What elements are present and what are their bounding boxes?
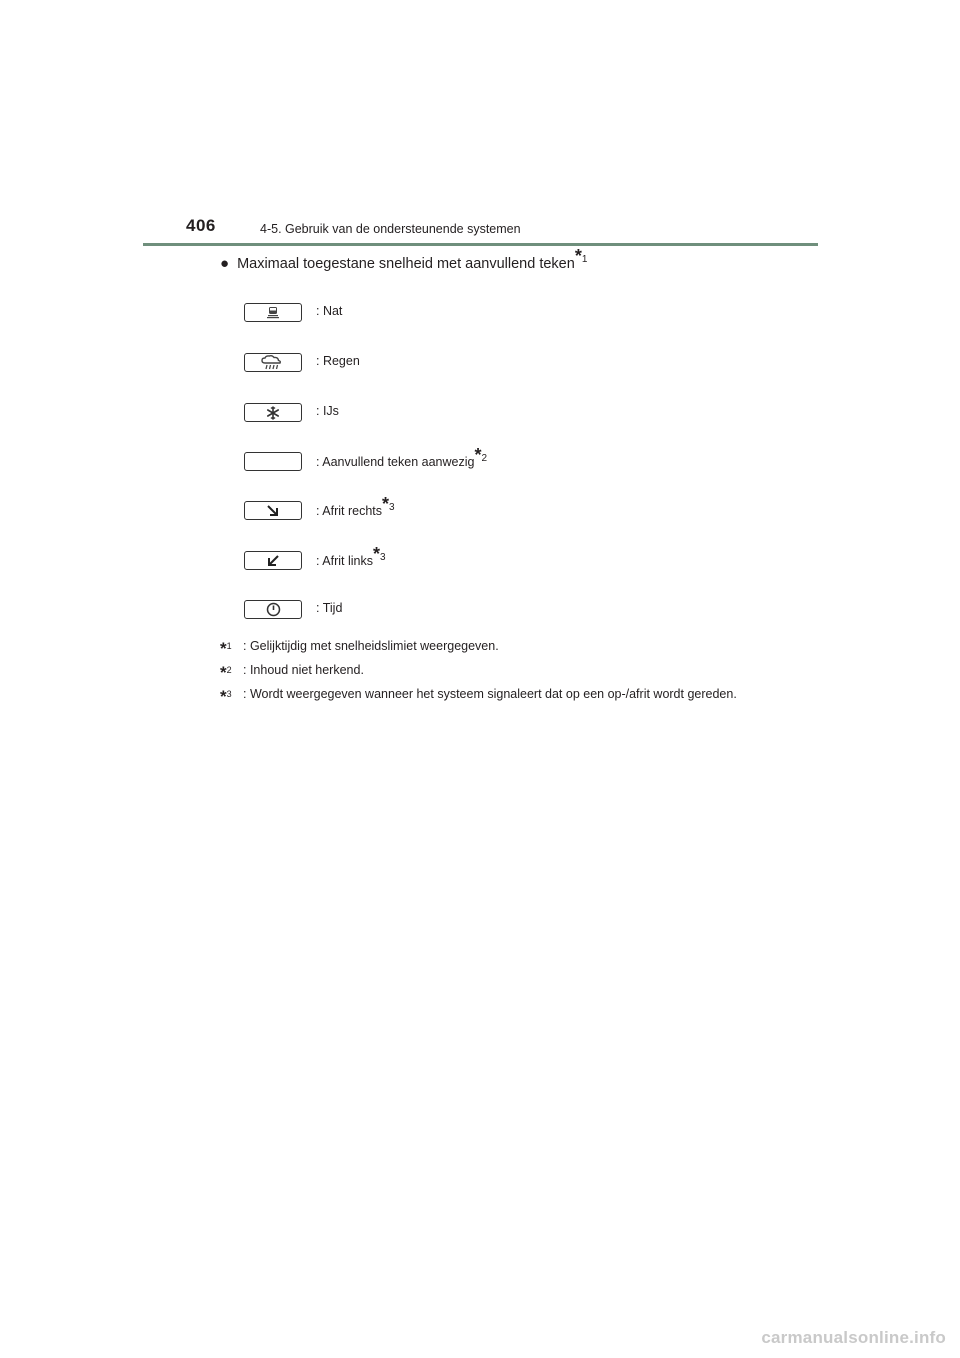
header-divider [143, 243, 818, 246]
bullet-icon: ● [220, 254, 230, 272]
list-item [244, 445, 744, 479]
list-item [244, 350, 744, 380]
heading-footnote-ref: *1 [574, 246, 588, 266]
item-label-ijs: : IJs [316, 404, 339, 418]
blank-sign-icon [244, 452, 302, 471]
page-number: 406 [186, 216, 216, 235]
list-item [244, 400, 744, 430]
list-item [244, 300, 744, 330]
footnote-text: : Wordt weergegeven wanneer het systeem signaleert dat op een op-/afrit wordt gereden. [243, 687, 737, 701]
list-item [244, 544, 744, 578]
wet-road-icon [244, 303, 302, 322]
heading-text: Maximaal toegestane snelheid met aanvullend teken [237, 255, 575, 272]
footnote-1 [220, 638, 746, 659]
item-label-regen: : Regen [316, 354, 360, 368]
clock-icon [244, 600, 302, 619]
item-label-nat: : Nat [316, 304, 343, 318]
footnote-marker: *$^2$ [220, 663, 232, 683]
list-item [244, 494, 744, 528]
footnote-marker: *$^3$ [220, 687, 232, 707]
snowflake-icon [244, 403, 302, 422]
item-label-afrit-rechts: : Afrit rechts$^{*3}$ [316, 494, 395, 519]
item-label-afrit-links: : Afrit links$^{*3}$ [316, 544, 386, 569]
watermark: carmanualsonline.info [761, 1328, 946, 1347]
footnote-text: : Gelijktijdig met snelheidslimiet weergegeven. [243, 639, 499, 653]
list-item [244, 597, 744, 627]
footnote-marker: *$^1$ [220, 639, 232, 659]
footnote-text: : Inhoud niet herkend. [243, 663, 364, 677]
arrow-down-left-icon [244, 551, 302, 570]
arrow-down-right-icon [244, 501, 302, 520]
footnote-3 [220, 686, 746, 707]
item-label-tijd: : Tijd [316, 601, 343, 615]
footnote-2 [220, 662, 746, 683]
section-title: 4-5. Gebruik van de ondersteunende systemen [260, 222, 521, 236]
footnotes [220, 638, 746, 710]
rain-cloud-icon [244, 353, 302, 372]
section-heading [220, 246, 588, 272]
item-label-aanvullend: : Aanvullend teken aanwezig$^{*2}$ [316, 445, 488, 470]
